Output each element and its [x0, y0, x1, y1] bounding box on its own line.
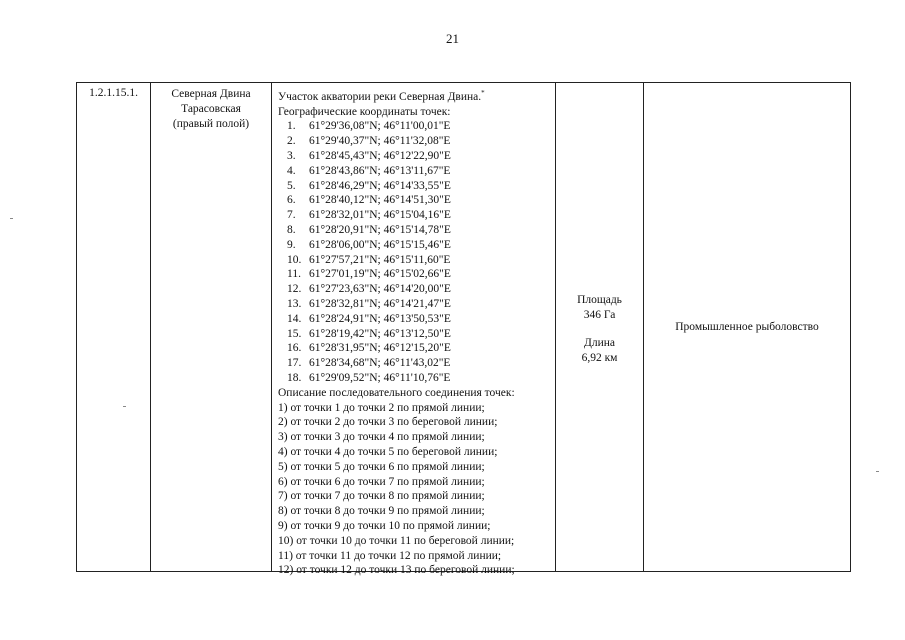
fishing-area-table [76, 82, 851, 577]
row-number: 1.2.1.15.1. [89, 87, 138, 99]
connection-item: 10) от точки 10 до точки 11 по береговой линии; [278, 534, 515, 547]
point-coordinates: 61°29'09,52"N; 46°11'10,76"E [309, 371, 451, 384]
usage-type: Промышленное рыболовство [675, 321, 819, 333]
area-value: 346 Га [583, 308, 616, 321]
connection-item: 2) от точки 2 до точки 3 по береговой линии; [278, 416, 498, 429]
point-coordinates: 61°28'40,12"N; 46°14'51,30"E [309, 194, 451, 207]
point-number: 15. [287, 327, 302, 340]
coordinate-point [278, 238, 555, 253]
point-number: 7. [287, 209, 296, 222]
point-coordinates: 61°29'36,08"N; 46°11'00,01"E [309, 120, 451, 133]
point-coordinates: 61°28'24,91"N; 46°13'50,53"E [309, 312, 451, 325]
cell-number [77, 83, 151, 571]
point-number: 11. [287, 268, 301, 281]
point-number: 8. [287, 224, 296, 236]
coordinate-point [278, 327, 555, 342]
cell-description [272, 83, 556, 577]
connection-item: 9) от точки 9 до точки 10 по прямой линии; [278, 519, 491, 532]
coordinate-point [278, 193, 555, 208]
coords-heading: Географические координаты точек: [278, 105, 451, 118]
point-number: 5. [287, 179, 296, 192]
connection-item: 7) от точки 7 до точки 8 по прямой линии; [278, 490, 485, 503]
area-description [272, 83, 555, 578]
coordinate-point [278, 253, 555, 268]
point-number: 14. [287, 312, 302, 325]
coordinate-point [278, 223, 555, 238]
point-coordinates: 61°27'23,63"N; 46°14'20,00"E [309, 283, 451, 296]
area-name-line: (правый полой) [172, 117, 250, 130]
connection-item: 11) от точки 11 до точки 12 по прямой линии; [278, 549, 502, 562]
connection-item: 1) от точки 1 до точки 2 по прямой линии; [278, 401, 485, 414]
connection-item: 12) от точки 12 до точки 13 по береговой линии; [278, 564, 515, 577]
coordinate-point [278, 341, 555, 356]
point-number: 6. [287, 194, 296, 207]
point-number: 4. [287, 164, 296, 177]
coordinate-point [278, 297, 555, 312]
area-name-line: Северная Двина [171, 88, 251, 100]
connection-item: 4) от точки 4 до точки 5 по береговой линии; [278, 445, 498, 458]
connection-item: 8) от точки 8 до точки 9 по прямой линии; [278, 505, 485, 518]
point-coordinates: 61°28'46,29"N; 46°14'33,55"E [309, 179, 451, 192]
point-number: 16. [287, 342, 302, 355]
footnote-mark: * [481, 89, 485, 97]
point-coordinates: 61°29'40,37"N; 46°11'32,08"E [309, 135, 451, 148]
point-coordinates: 61°28'20,91"N; 46°15'14,78"E [309, 224, 451, 236]
point-number: 12. [287, 283, 302, 296]
connection-list [278, 401, 555, 579]
coordinate-point [278, 267, 555, 282]
page-number: 21 [446, 31, 459, 46]
point-number: 9. [287, 238, 296, 251]
description-title-text: Участок акватории реки Северная Двина. [278, 90, 482, 103]
point-coordinates: 61°27'01,19"N; 46°15'02,66"E [309, 268, 451, 281]
description-title [278, 86, 555, 105]
point-coordinates: 61°28'19,42"N; 46°13'12,50"E [309, 327, 451, 340]
length-label: Длина [584, 337, 615, 349]
connection-item: 5) от точки 5 до точки 6 по прямой линии; [278, 460, 485, 473]
connection-item: 3) от точки 3 до точки 4 по прямой линии; [278, 431, 485, 444]
connection-item: 6) от точки 6 до точки 7 по прямой линии; [278, 475, 485, 488]
coordinate-point [278, 179, 555, 194]
cell-usage [644, 83, 850, 571]
point-number: 13. [287, 297, 302, 310]
coordinate-point [278, 282, 555, 297]
coordinate-point [278, 356, 555, 371]
coordinate-point [278, 208, 555, 223]
point-coordinates: 61°28'45,43"N; 46°12'22,90"E [309, 150, 451, 163]
point-coordinates: 61°28'34,68"N; 46°11'43,02"E [309, 357, 451, 370]
area-label: Площадь [577, 294, 622, 306]
coordinate-list [278, 119, 555, 385]
scan-mark [10, 218, 13, 219]
area-name-line: Тарасовская [181, 102, 241, 115]
cell-name [151, 83, 272, 571]
coordinate-point [278, 371, 555, 386]
point-coordinates: 61°28'32,81"N; 46°14'21,47"E [309, 297, 451, 310]
coordinate-point [278, 164, 555, 179]
cell-parameters [556, 83, 644, 571]
point-number: 1. [287, 120, 296, 133]
point-coordinates: 61°28'32,01"N; 46°15'04,16"E [309, 209, 451, 222]
coordinate-point [278, 134, 555, 149]
point-number: 18. [287, 371, 302, 384]
point-number: 17. [287, 357, 302, 370]
area-parameters [556, 293, 643, 365]
scan-mark [123, 406, 126, 407]
point-number: 10. [287, 253, 302, 266]
coordinate-point [278, 312, 555, 327]
length-value: 6,92 км [581, 351, 618, 364]
point-coordinates: 61°27'57,21"N; 46°15'11,60"E [309, 253, 451, 266]
point-coordinates: 61°28'06,00"N; 46°15'15,46"E [309, 238, 451, 251]
point-coordinates: 61°28'31,95"N; 46°12'15,20"E [309, 342, 451, 355]
point-number: 3. [287, 150, 296, 163]
scan-mark [876, 471, 879, 472]
coordinate-point [278, 119, 555, 134]
coordinate-point [278, 149, 555, 164]
connections-heading: Описание последовательного соединения точек: [278, 386, 515, 399]
area-name [151, 83, 271, 131]
point-number: 2. [287, 135, 296, 148]
point-coordinates: 61°28'43,86"N; 46°13'11,67"E [309, 164, 451, 177]
